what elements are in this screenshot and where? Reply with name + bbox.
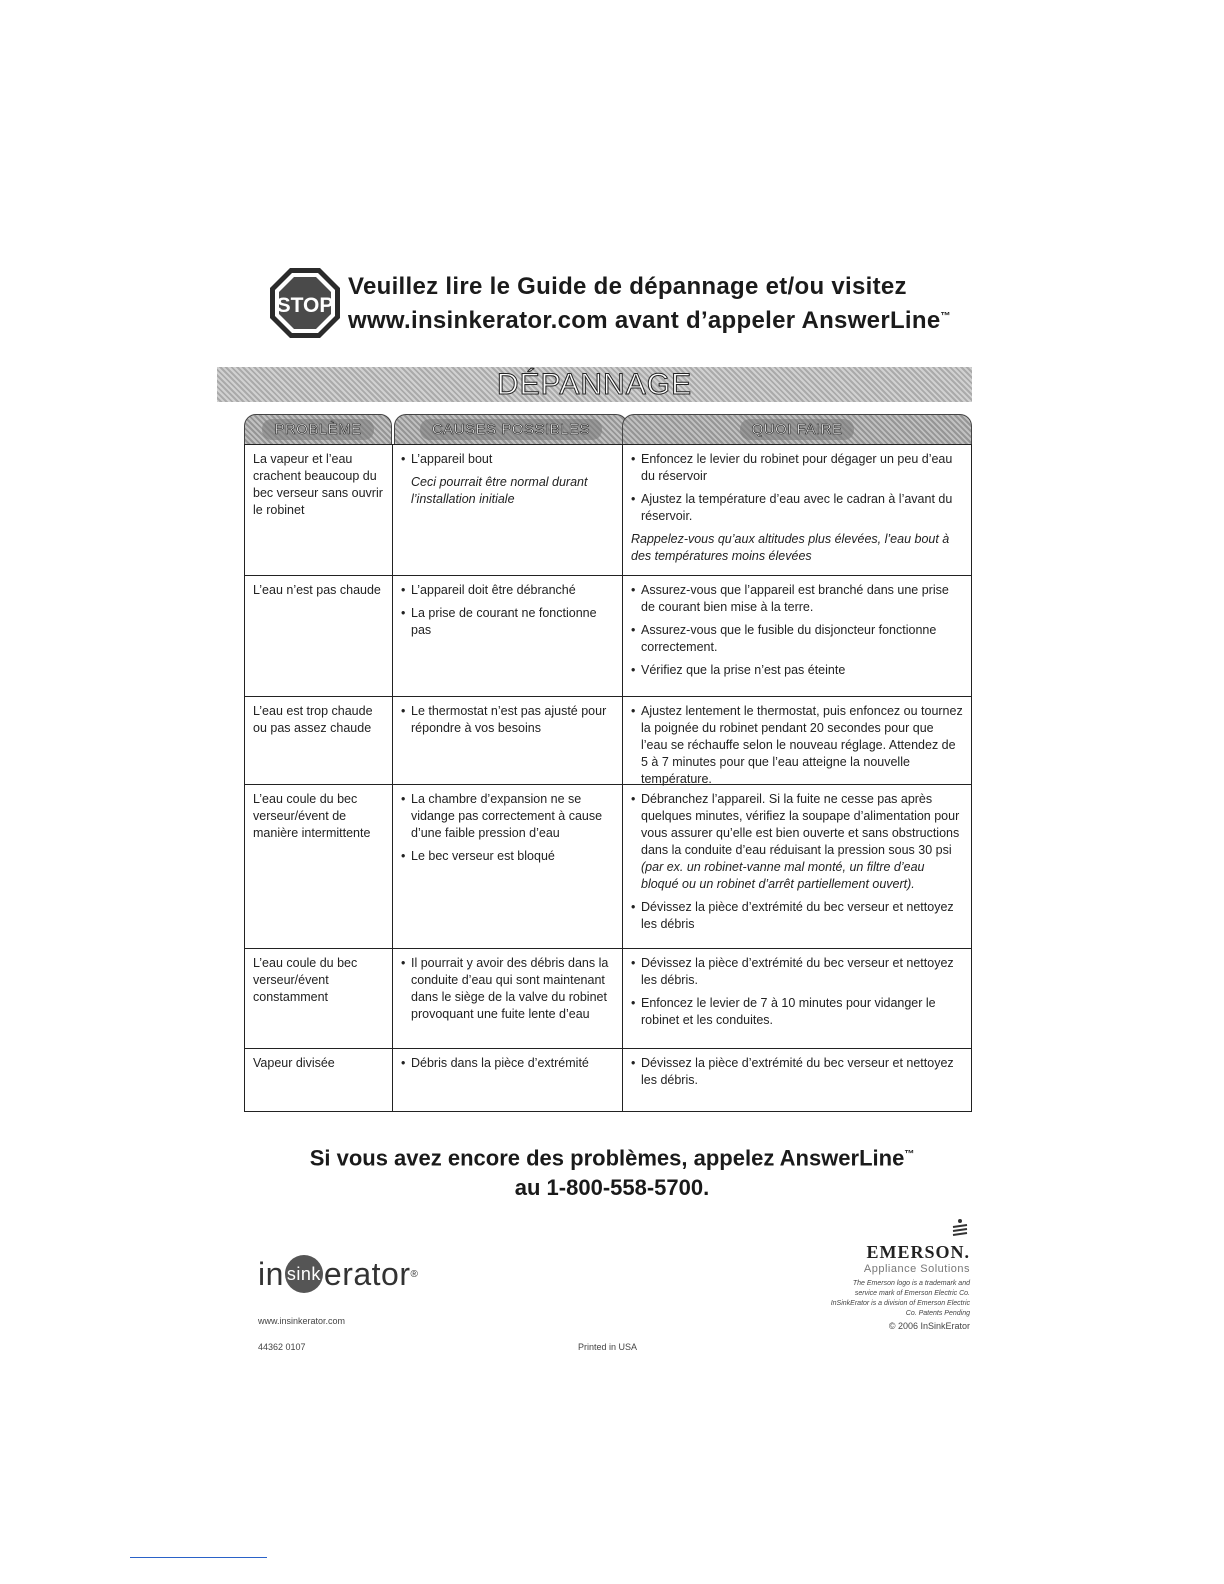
header-problem: PROBLÈME [244, 414, 392, 444]
solution-inline-note: (par ex. un robinet-vanne mal monté, un filtre d’eau bloqué ou un robinet d’arrêt partiellement ouvert). [641, 860, 925, 891]
stop-message-line2: www.insinkerator.com avant d’appeler AnswerLine [348, 307, 941, 334]
part-number: 44362 0107 [258, 1342, 306, 1352]
table-body [244, 444, 972, 1112]
insinkerator-logo: in sink erator ® [258, 1255, 419, 1292]
causes-cell: • L’appareil bout Ceci pourrait être normal durant l’installation initiale [393, 445, 623, 575]
problem-cell: La vapeur et l’eau crachent beaucoup du bec verseur sans ouvrir le robinet [245, 445, 393, 575]
emerson-block [830, 1218, 970, 1331]
problem-cell: L’eau coule du bec verseur/évent de manière intermittente [245, 785, 393, 948]
emerson-logo-icon [950, 1218, 970, 1240]
causes-cell: • La chambre d’expansion ne se vidange pas correctement à cause d’une faible pression d’eau • Le bec verseur est bloqué [393, 785, 623, 948]
solutions-cell: • Assurez-vous que l’appareil est branché dans une prise de courant bien mise à la terre. • Assurez-vous que le fusible du disjoncteur fonctionne correctement. • Vérifiez que la prise n’est pas éteinte [631, 583, 949, 677]
causes-cell: • L’appareil doit être débranché • La prise de courant ne fonctionne pas [393, 576, 623, 696]
problem-cell: L’eau est trop chaude ou pas assez chaude [245, 697, 393, 784]
problem-cell: L’eau coule du bec verseur/évent constamment [245, 949, 393, 1048]
emerson-name: EMERSON. [866, 1242, 970, 1262]
solutions-cell: • Dévissez la pièce d’extrémité du bec verseur et nettoyez les débris. • Enfoncez le levier de 7 à 10 minutes pour vidanger le robinet et les conduites. [631, 956, 954, 1027]
answerline-callout [0, 1140, 1224, 1203]
cause-note: Ceci pourrait être normal durant l’installation initiale [411, 475, 588, 506]
troubleshooting-table [244, 414, 972, 1112]
trademark: ™ [940, 311, 951, 322]
stop-sign-icon [268, 266, 342, 340]
emerson-fine-print: The Emerson logo is a trademark and service mark of Emerson Electric Co. InSinkErator is a division of Emerson Electric Co. Patents Pending [830, 1280, 970, 1317]
table-row [245, 696, 971, 784]
solutions-cell: • Débranchez l’appareil. Si la fuite ne cesse pas après quelques minutes, vérifiez la soupape d’alimentation pour vous assurer qu’elle est bien ouverte et sans obstructions dans la conduite d’eau réduisant la pression sous 30 psi (par ex. un robinet-vanne mal monté, un filtre d’eau bloqué ou un robinet d’arrêt partiellement ouvert). • Dévissez la pièce d’extrémité du bec verseur et nettoyez les débris [631, 792, 960, 931]
table-row [245, 444, 971, 575]
header-solutions: QUOI FAIRE [622, 414, 972, 444]
table-row [245, 948, 971, 1048]
trademark: ™ [904, 1149, 915, 1160]
stop-header [268, 266, 988, 346]
solution-note: Rappelez-vous qu’aux altitudes plus élevées, l’eau bout à des températures moins élevées [631, 532, 950, 563]
table-row [245, 784, 971, 948]
solutions-cell: • Ajustez lentement le thermostat, puis enfoncez ou tournez la poignée du robinet pendant 20 secondes pour que l’eau se réchauffe selon le nouveau réglage. Attendez de 5 à 7 minutes pour que l’eau atteigne la nouvelle température. [631, 704, 963, 786]
website-url[interactable]: www.insinkerator.com [258, 1316, 346, 1326]
copyright: © 2006 InSinkErator [888, 1321, 970, 1331]
section-title: DÉPANNAGE [496, 367, 693, 401]
table-header [244, 414, 972, 444]
stop-sign-text: STOP [276, 294, 334, 317]
emerson-subtitle: Appliance Solutions [863, 1263, 970, 1275]
causes-cell: • Le thermostat n’est pas ajusté pour répondre à vos besoins [393, 697, 623, 784]
header-causes: CAUSES POSSIBLES [394, 414, 628, 444]
problem-cell: Vapeur divisée [245, 1049, 393, 1111]
problem-cell: L’eau n’est pas chaude [245, 576, 393, 696]
solutions-cell: • Dévissez la pièce d’extrémité du bec verseur et nettoyez les débris. [631, 1056, 954, 1087]
printed-in: Printed in USA [578, 1342, 638, 1352]
stop-message-line1: Veuillez lire le Guide de dépannage et/ou visitez [348, 273, 907, 300]
causes-cell: • Il pourrait y avoir des débris dans la conduite d’eau qui sont maintenant dans le siège de la valve du robinet provoquant une fuite lente d’eau [393, 949, 623, 1048]
sink-badge-icon: sink [285, 1255, 323, 1293]
section-banner [217, 367, 972, 402]
callout-phone: au 1-800-558-5700. [514, 1175, 710, 1201]
page-divider [130, 1557, 267, 1558]
table-row [245, 575, 971, 696]
solutions-cell: • Enfoncez le levier du robinet pour dégager un peu d’eau du réservoir • Ajustez la température d’eau avec le cadran à l’avant du réservoir. Rappelez-vous qu’aux altitudes plus élevées, l’eau bout à des températures moins élevées [623, 445, 971, 575]
stop-message [348, 272, 951, 336]
table-row [245, 1048, 971, 1111]
causes-cell: • Débris dans la pièce d’extrémité [393, 1049, 623, 1111]
callout-line1: Si vous avez encore des problèmes, appelez AnswerLine [309, 1145, 905, 1171]
